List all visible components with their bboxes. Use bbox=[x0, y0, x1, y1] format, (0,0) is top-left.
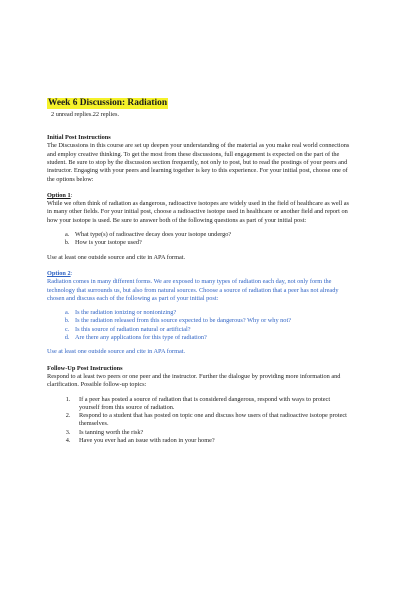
option-1-colon: : bbox=[70, 191, 73, 199]
discussion-title: Week 6 Discussion: Radiation bbox=[48, 98, 168, 108]
option-1-questions bbox=[47, 231, 352, 248]
list-item: 2. Respond to a student that has posted on topic one and discuss how users of that radioactive isotope protect themselves. bbox=[72, 412, 352, 429]
option-2-questions bbox=[47, 309, 352, 342]
list-item: c. Is this source of radiation natural or artificial? bbox=[71, 326, 352, 334]
option-1-heading bbox=[47, 192, 352, 200]
initial-post-body: The Discussions in this course are set up deepen your understanding of the material as you make real world connections and employ creative thinking. To get the most from these discussions, full engagement is expected on the part of the student. Be sure to stop by the discussion section frequently, not only to post, but to read the postings of your peers and instructor. Engaging with your peers and learning together is key to this experience. For your initial post, choose one of the options below: bbox=[47, 142, 350, 183]
option-1-label: Option 1 bbox=[47, 191, 71, 199]
list-item: a. Is the radiation ionizing or nonionizing? bbox=[71, 309, 352, 317]
list-item: b. How is your isotope used? bbox=[71, 239, 352, 247]
initial-post-heading: Initial Post Instructions bbox=[47, 134, 111, 142]
list-item: 1. If a peer has posted a source of radiation that is considered dangerous, respond with ways to protect yourself from this source of radiation. bbox=[72, 396, 352, 413]
follow-up-topics bbox=[47, 396, 352, 446]
option-1-source-note: Use at least one outside source and cite in APA format. bbox=[47, 253, 186, 261]
option-2-source-note: Use at least one outside source and cite in APA format. bbox=[47, 348, 186, 356]
option-2-body: Radiation comes in many different forms. We are exposed to many types of radiation each day, not only form the technology that surrounds us, but also from natural sources. Choose a source of radiation that a peer has not already chosen and discuss each of the following as part of your initial post: bbox=[47, 278, 339, 302]
option-2-colon: : bbox=[70, 269, 73, 277]
option-2-label: Option 2 bbox=[47, 269, 71, 277]
list-item: a. What type(s) of radioactive decay does your isotope undergo? bbox=[71, 231, 352, 239]
list-item: 4. Have you ever had an issue with radon in your home? bbox=[72, 437, 352, 445]
follow-up-body: Respond to at least two peers or one peer and the instructor. Further the dialogue by providing more information and clarification. Possible follow-up topics: bbox=[47, 372, 341, 389]
option-2-heading bbox=[47, 270, 352, 278]
option-1-body: While we often think of radiation as dangerous, radioactive isotopes are widely used in the field of healthcare as well as in many other fields. For your initial post, choose a radioactive isotope used in healthcare or another field and report on how your isotope is used. Be sure to answer both of the following questions as part of your initial post: bbox=[47, 200, 349, 224]
list-item: 3. Is tanning worth the risk? bbox=[72, 429, 352, 437]
list-item: b. Is the radiation released from this source expected to be dangerous? Why or why not? bbox=[71, 317, 352, 325]
reply-count[interactable]: 2 unread replies.22 replies. bbox=[51, 110, 120, 118]
list-item: d. Are there any applications for this type of radiation? bbox=[71, 334, 352, 342]
follow-up-heading: Follow-Up Post Instructions bbox=[47, 364, 123, 372]
